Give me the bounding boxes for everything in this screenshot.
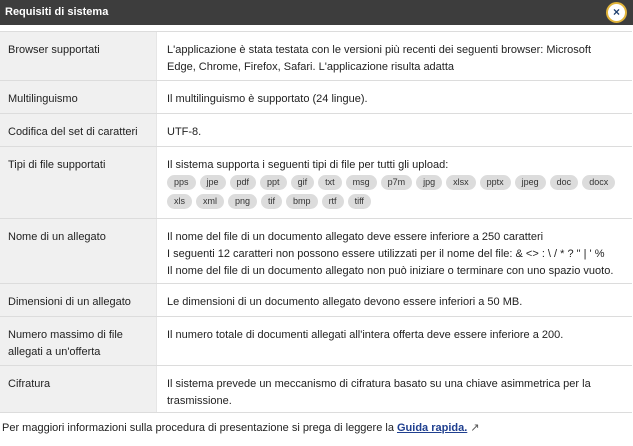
file-type-chip: docx xyxy=(582,175,615,190)
row-label: Tipi di file supportati xyxy=(0,147,156,218)
attachment-name-line: I seguenti 12 caratteri non possono essere utilizzati per il nome del file: & <> : \ / * ? " | ' % xyxy=(167,248,605,260)
file-type-chip: pptx xyxy=(480,175,511,190)
file-type-chip: p7m xyxy=(381,175,413,190)
file-type-chip: tif xyxy=(261,194,282,209)
table-row-encoding xyxy=(0,114,632,147)
file-type-chip: txt xyxy=(318,175,342,190)
file-type-chip: pps xyxy=(167,175,196,190)
file-type-chip: pdf xyxy=(230,175,257,190)
file-type-chip: jpe xyxy=(200,175,226,190)
footer-note xyxy=(2,421,480,434)
file-type-chip: xml xyxy=(196,194,224,209)
file-type-chip: xlsx xyxy=(446,175,476,190)
row-value: Le dimensioni di un documento allegato devono essere inferiori a 50 MB. xyxy=(156,284,632,316)
row-value xyxy=(156,147,633,218)
row-label: Cifratura xyxy=(0,366,156,412)
row-label: Multilinguismo xyxy=(0,81,156,113)
requirements-table xyxy=(0,31,632,413)
table-row-encryption xyxy=(0,366,632,413)
attachment-name-line: Il nome del file di un documento allegato non può iniziare o terminare con uno spazio vuoto. xyxy=(167,265,614,277)
quick-guide-link[interactable]: Guida rapida. xyxy=(397,422,468,434)
row-value xyxy=(156,219,632,283)
file-type-chip: jpeg xyxy=(515,175,546,190)
attachment-name-line: Il nome del file di un documento allegato deve essere inferiore a 250 caratteri xyxy=(167,231,544,243)
file-type-chip: bmp xyxy=(286,194,318,209)
file-type-chip: xls xyxy=(167,194,192,209)
row-value: Il numero totale di documenti allegati all'intera offerta deve essere inferiore a 200. xyxy=(156,317,632,365)
file-type-chip: ppt xyxy=(260,175,287,190)
table-row-browsers xyxy=(0,32,632,81)
footer-text: Per maggiori informazioni sulla procedura di presentazione si prega di leggere la xyxy=(2,422,397,434)
file-types-intro: Il sistema supporta i seguenti tipi di file per tutti gli upload: xyxy=(167,159,449,171)
table-row-attachment-size xyxy=(0,284,632,317)
file-type-chips xyxy=(167,175,627,213)
file-type-chip: png xyxy=(228,194,257,209)
row-value: Il sistema prevede un meccanismo di cifratura basato su una chiave asimmetrica per la trasmissione. xyxy=(156,366,632,412)
row-label: Numero massimo di file allegati a un'offerta xyxy=(0,317,156,365)
row-label: Browser supportati xyxy=(0,32,156,80)
table-row-max-files xyxy=(0,317,632,366)
close-icon: × xyxy=(612,5,620,19)
file-type-chip: msg xyxy=(346,175,377,190)
file-type-chip: rtf xyxy=(322,194,344,209)
table-row-file-types xyxy=(0,147,632,219)
table-row-attachment-name xyxy=(0,219,632,284)
row-value: L'applicazione è stata testata con le versioni più recenti dei seguenti browser: Microsoft Edge, Chrome, Firefox, Safari. L'applicazione risulta adatta xyxy=(156,32,632,80)
file-type-chip: doc xyxy=(550,175,579,190)
row-label: Codifica del set di caratteri xyxy=(0,114,156,146)
file-type-chip: jpg xyxy=(416,175,442,190)
dialog-titlebar xyxy=(0,0,633,25)
row-value: Il multilinguismo è supportato (24 lingue). xyxy=(156,81,632,113)
row-label: Dimensioni di un allegato xyxy=(0,284,156,316)
close-button[interactable] xyxy=(606,2,627,23)
table-row-languages xyxy=(0,81,632,114)
external-link-icon: ↗ xyxy=(470,422,480,434)
dialog-title: Requisiti di sistema xyxy=(5,6,109,18)
file-type-chip: gif xyxy=(291,175,315,190)
file-type-chip: tiff xyxy=(348,194,371,209)
row-label: Nome di un allegato xyxy=(0,219,156,283)
row-value: UTF-8. xyxy=(156,114,632,146)
